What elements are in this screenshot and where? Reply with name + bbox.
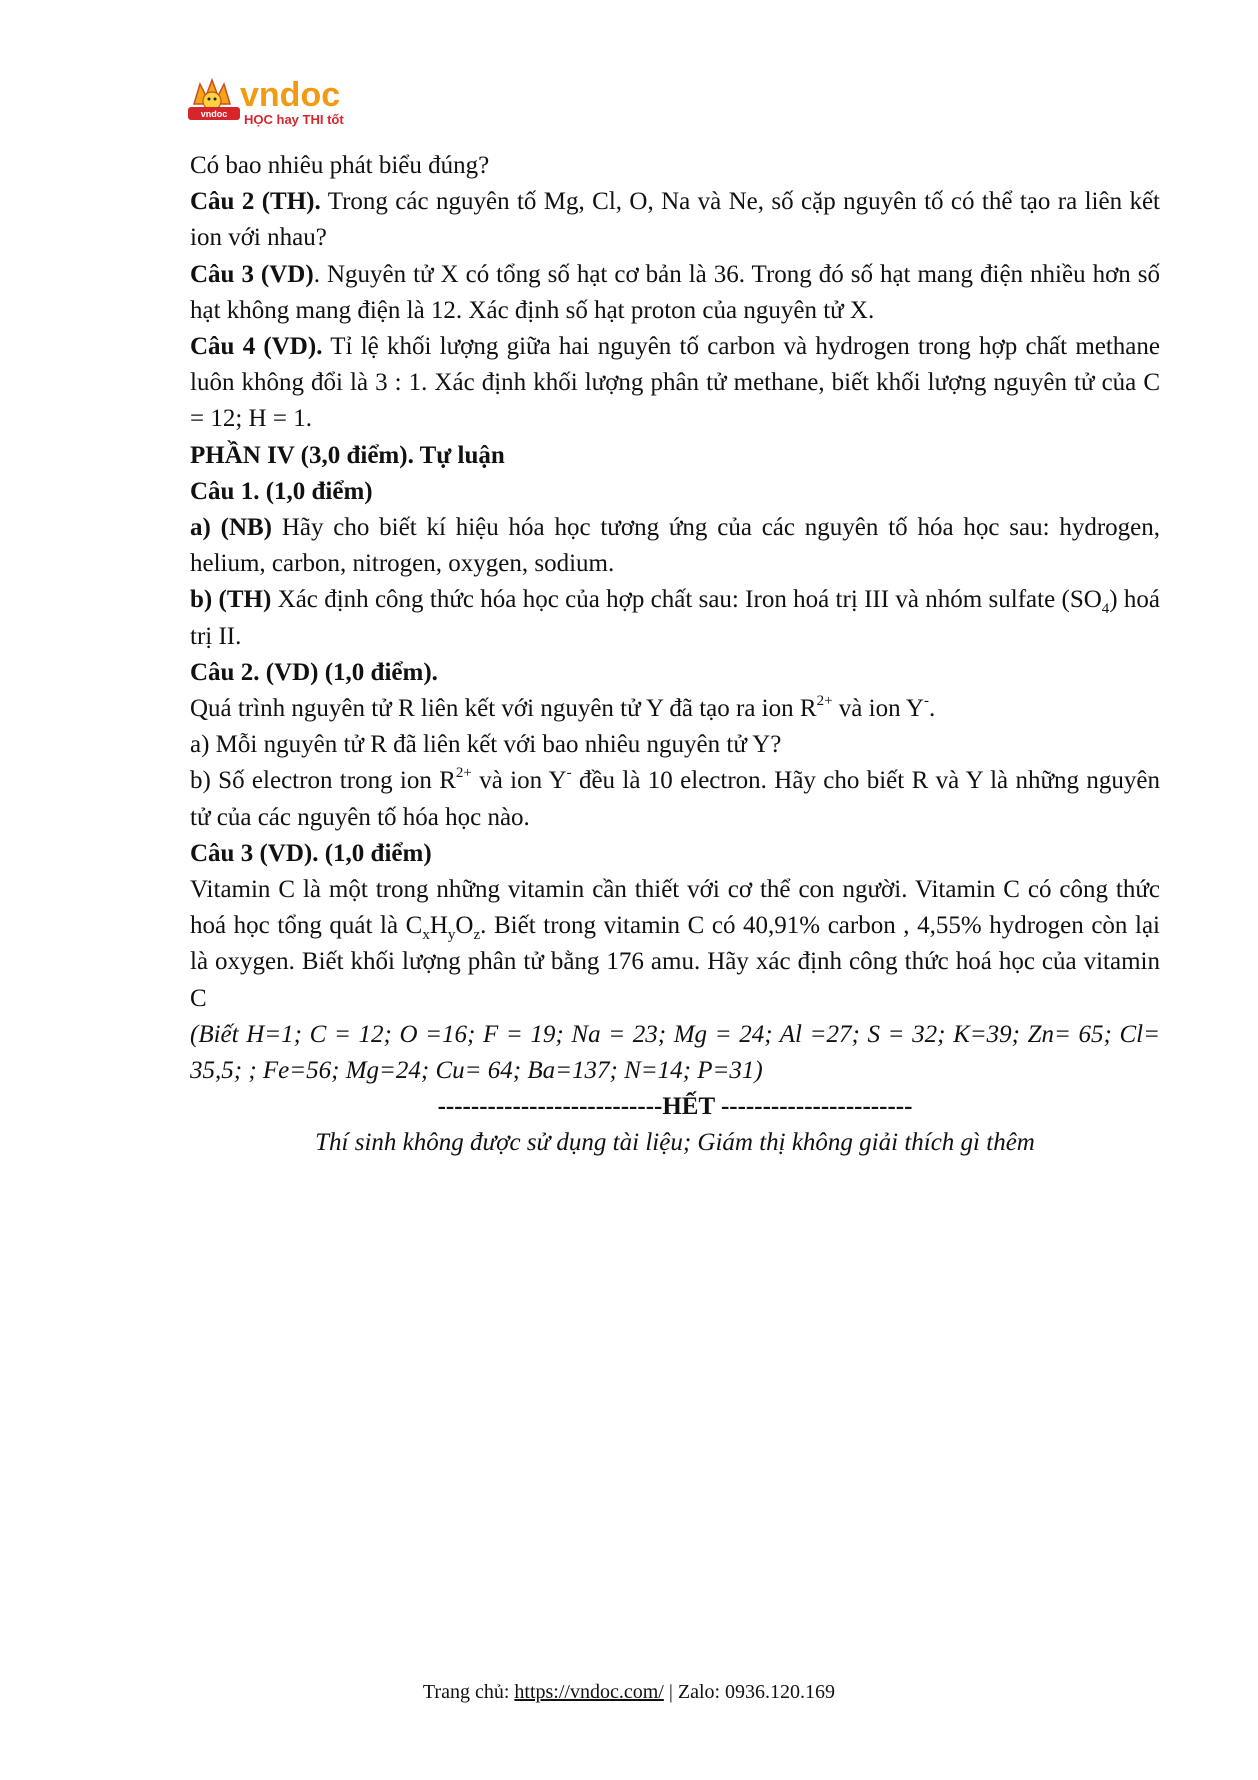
- essay-2-title: Câu 2. (VD) (1,0 điểm).: [190, 658, 438, 686]
- subscript: y: [447, 927, 456, 944]
- part-text: ) hoá trị II.: [190, 586, 1161, 650]
- homepage-link[interactable]: https://vndoc.com/: [514, 1681, 664, 1703]
- part-label: b) (TH): [190, 586, 272, 614]
- question-text: Trong các nguyên tố Mg, Cl, O, Na và Ne, số cặp nguyên tố có thể tạo ra liên kết ion với nhau?: [190, 188, 1160, 252]
- question-label: Câu 3 (VD): [190, 260, 314, 288]
- question-text: . Nguyên tử X có tổng số hạt cơ bản là 36. Trong đó số hạt mang điện nhiều hơn số hạt không mang điện là 12. Xác định số hạt proton của nguyên tử X.: [190, 260, 1160, 324]
- text: H: [429, 912, 448, 940]
- text: O: [455, 912, 474, 940]
- subscript: z: [473, 927, 481, 944]
- part-text: Hãy cho biết kí hiệu hóa học tương ứng của các nguyên tố hóa học sau: hydrogen, helium, carbon, nitrogen, oxygen, sodium.: [190, 514, 1160, 578]
- svg-text:HỌC hay THI tốt: HỌC hay THI tốt: [244, 112, 344, 127]
- superscript: -: [923, 692, 929, 709]
- svg-text:vndoc: vndoc: [200, 109, 228, 119]
- essay-1-title: Câu 1. (1,0 điểm): [190, 477, 373, 505]
- footer-prefix: Trang chủ:: [422, 1681, 515, 1703]
- essay-2a: a) Mỗi nguyên tử R đã liên kết với bao nhiêu nguyên tử Y?: [190, 731, 782, 759]
- text: . Biết trong vitamin C có 40,91% carbon , 4,55% hydrogen còn lại là oxygen. Biết khối lượng phân tử bằng 176 amu. Hãy xác định công thức hoá học của vitamin C: [190, 912, 1160, 1012]
- exam-note: Thí sinh không được sử dụng tài liệu; Giám thị không giải thích gì thêm: [315, 1129, 1035, 1157]
- essay-2b: [190, 763, 1160, 835]
- essay-2-intro: [190, 691, 1160, 727]
- subscript: 4: [1101, 601, 1110, 618]
- question-text: Tỉ lệ khối lượng giữa hai nguyên tố carbon và hydrogen trong hợp chất methane luôn không đổi là 3 : 1. Xác định khối lượng phân tử methane, biết khối lượng nguyên tử của C = 12; H = 1.: [190, 333, 1160, 433]
- text: đều là 10 electron. Hãy cho biết R và Y là những nguyên tử của các nguyên tố hóa học nào.: [190, 767, 1160, 831]
- essay-3-text: [190, 872, 1160, 1017]
- superscript: 2+: [455, 765, 472, 782]
- question-label: Câu 4 (VD).: [190, 333, 323, 361]
- document-body: [190, 148, 1160, 1162]
- question-2: [190, 184, 1160, 256]
- superscript: -: [566, 765, 572, 782]
- part-text: Xác định công thức hóa học của hợp chất sau: Iron hoá trị III và nhóm sulfate (SO: [271, 586, 1102, 614]
- text: b) Số electron trong ion R: [190, 767, 456, 795]
- part-label: a) (NB): [190, 514, 273, 542]
- essay-1b: [190, 582, 1160, 654]
- atomic-masses: (Biết H=1; C = 12; O =16; F = 19; Na = 23; Mg = 24; Al =27; S = 32; K=39; Zn= 65; Cl= 35,5; ; Fe=56; Mg=24; Cu= 64; Ba=137; N=14; P=31): [190, 1020, 1160, 1085]
- dashes: ---------------------------: [437, 1093, 663, 1121]
- question-4: [190, 329, 1160, 438]
- vndoc-logo: [188, 74, 368, 134]
- text: .: [928, 695, 936, 723]
- svg-text:vndoc: vndoc: [240, 76, 341, 114]
- text: và ion Y: [471, 767, 567, 795]
- essay-1a: [190, 510, 1160, 582]
- section-heading: PHẦN IV (3,0 điểm). Tự luận: [190, 441, 505, 469]
- page-footer: [0, 1680, 1258, 1704]
- question-label: Câu 2 (TH).: [190, 188, 321, 216]
- footer-contact: | Zalo: 0936.120.169: [663, 1681, 836, 1703]
- dashes: -----------------------: [714, 1093, 913, 1121]
- text-line: Có bao nhiêu phát biểu đúng?: [190, 152, 490, 179]
- text: Quá trình nguyên tử R liên kết với nguyên tử Y đã tạo ra ion R: [190, 695, 817, 723]
- end-marker: [190, 1089, 1160, 1125]
- subscript: x: [422, 927, 430, 944]
- end-word: HẾT: [662, 1093, 715, 1121]
- question-3: [190, 257, 1160, 329]
- text: và ion Y: [832, 695, 924, 723]
- superscript: 2+: [816, 692, 833, 709]
- text: Vitamin C là một trong những vitamin cần thiết với cơ thể con người. Vitamin C có công thức hoá học tổng quát là C: [190, 876, 1160, 940]
- essay-3-title: Câu 3 (VD). (1,0 điểm): [190, 839, 432, 867]
